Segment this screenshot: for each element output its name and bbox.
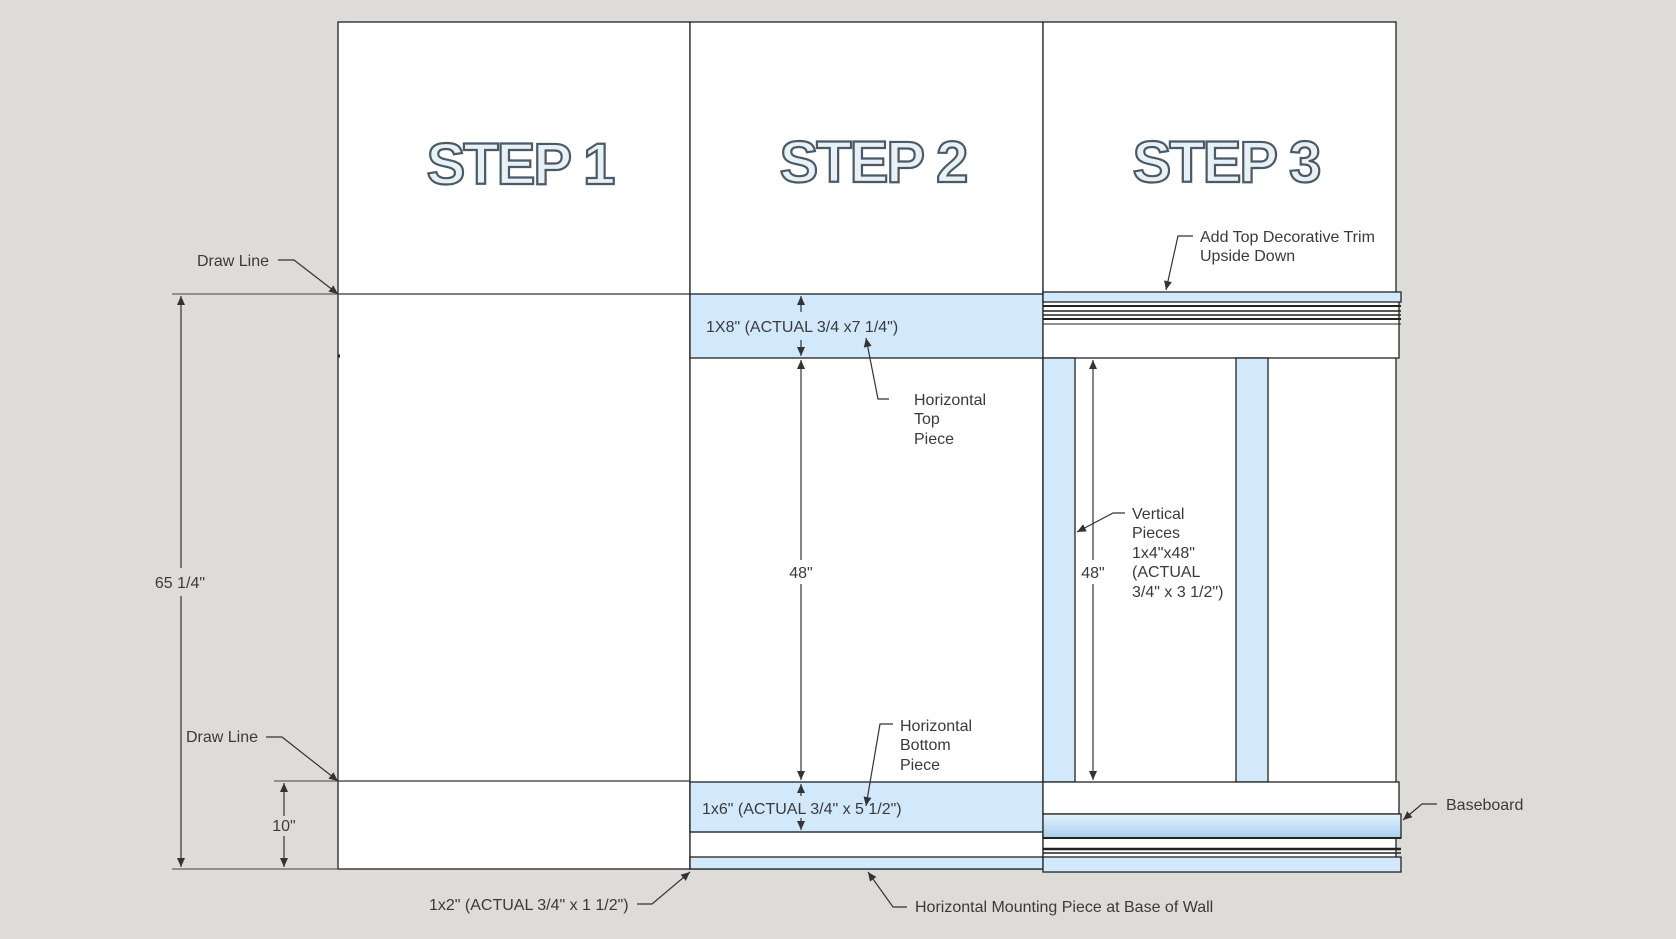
vertical-pieces-label: Vertical Pieces 1x4"x48" (ACTUAL 3/4" x 3 1/2") xyxy=(1132,506,1224,601)
step2-title: STEP 2 xyxy=(779,130,967,195)
mounting-piece-label: Horizontal Mounting Piece at Base of Wall xyxy=(915,899,1214,916)
dim-48-step2: 48" xyxy=(789,565,813,582)
step3-bottom-board xyxy=(1043,782,1399,814)
board-1x8-label: 1X8" (ACTUAL 3/4 x7 1/4") xyxy=(706,319,899,336)
step3-top-board xyxy=(1043,294,1399,358)
draw-line-top-leader xyxy=(278,260,338,294)
baseboard-label: Baseboard xyxy=(1446,797,1524,814)
dim-48-step3: 48" xyxy=(1081,565,1105,582)
mounting-piece-leader xyxy=(868,872,907,907)
board-1x2-mounting xyxy=(690,857,1043,869)
board-1x2-label: 1x2" (ACTUAL 3/4" x 1 1/2") xyxy=(429,897,629,914)
step1-title: STEP 1 xyxy=(426,132,614,197)
bottom-piece-label: Horizontal Bottom Piece xyxy=(900,718,973,774)
board-1x2-leader xyxy=(637,872,690,904)
vertical-piece-left xyxy=(1043,358,1075,782)
dim-base-height: 10" xyxy=(272,818,296,835)
draw-line-bottom-label: Draw Line xyxy=(186,729,259,746)
top-trim-label: Add Top Decorative Trim Upside Down xyxy=(1200,229,1375,265)
baseboard-leader xyxy=(1403,804,1437,820)
draw-line-bottom-leader xyxy=(266,737,338,781)
draw-line-top-label: Draw Line xyxy=(197,253,270,270)
dim-total-height: 65 1/4" xyxy=(154,575,206,592)
board-1x6-label: 1x6" (ACTUAL 3/4" x 5 1/2") xyxy=(702,801,902,818)
top-piece-label: Horizontal Top Piece xyxy=(914,392,987,448)
step3-title: STEP 3 xyxy=(1132,130,1320,195)
vertical-piece-right xyxy=(1236,358,1268,782)
